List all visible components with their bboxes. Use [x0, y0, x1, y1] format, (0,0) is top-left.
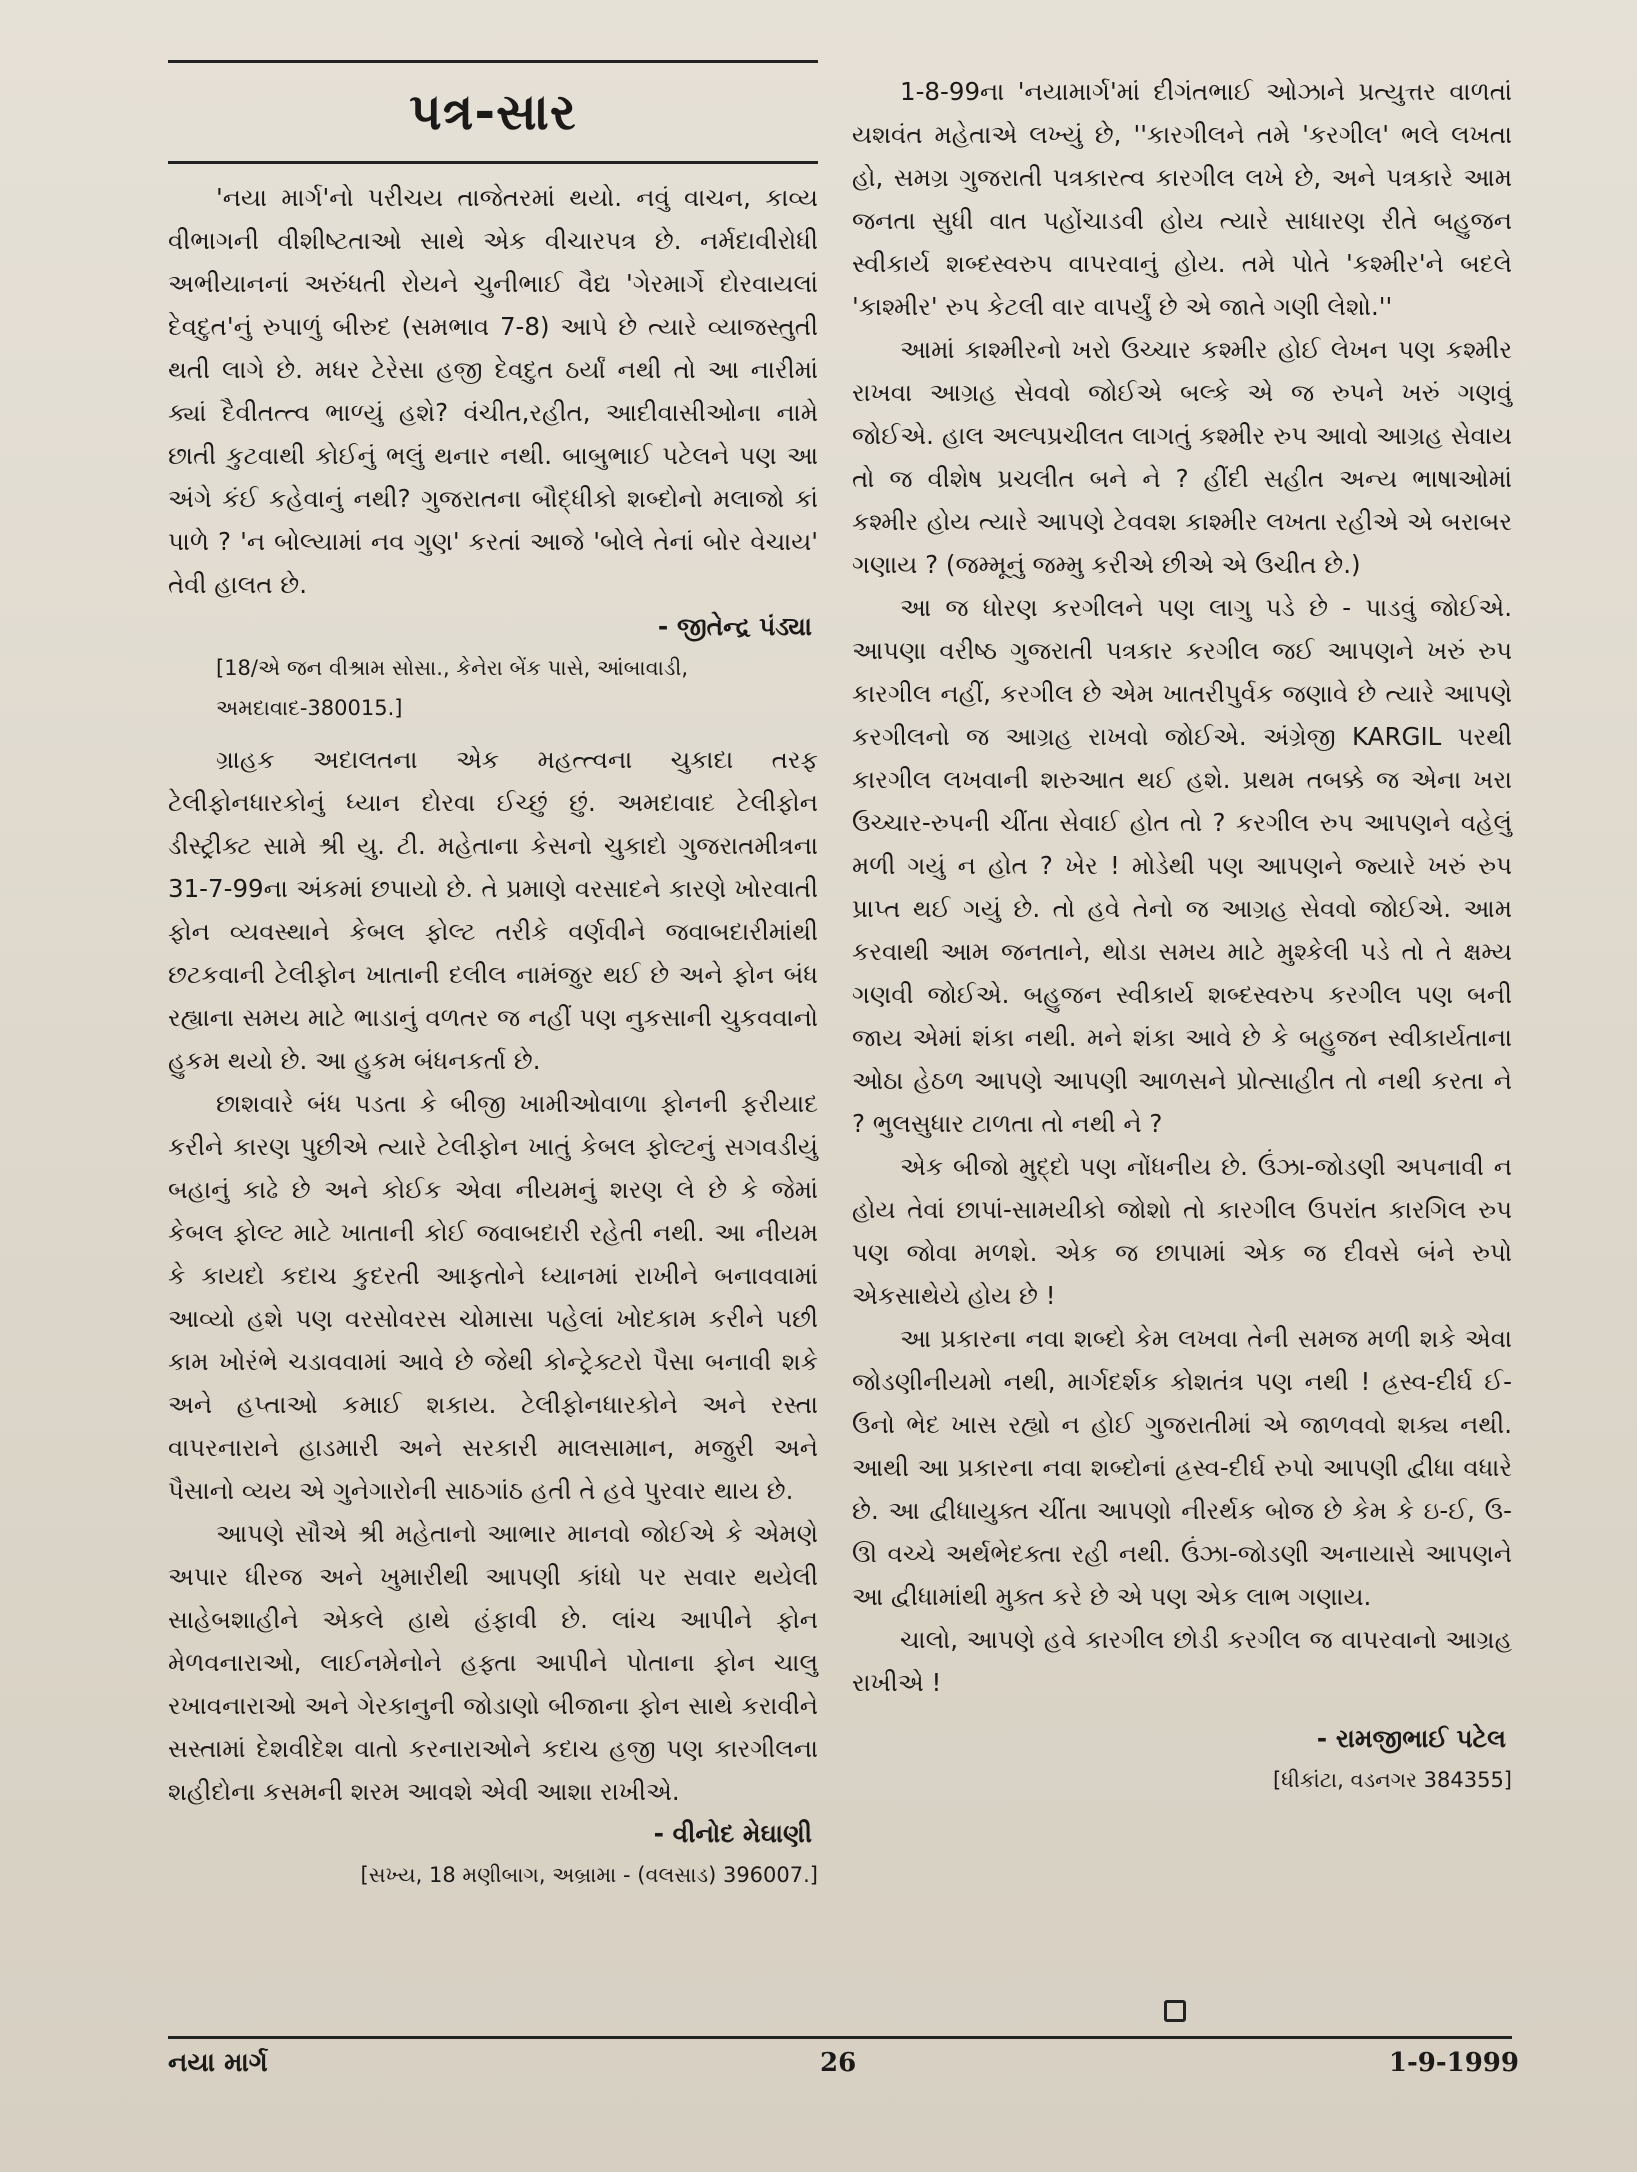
letter-2-signature: - વીનોદ મેઘાણી — [653, 1819, 812, 1848]
letter-3-address: [ધીકાંટા, વડનગર 384355] — [1273, 1768, 1512, 1792]
letter-2-paragraph-3: આપણે સૌએ શ્રી મહેતાનો આભાર માનવો જોઈએ કે એમણે અપાર ધીરજ અને ખુમારીથી આપણી કાંધો પર સવાર થયેલી સાહેબશાહીને એકલે હાથે હંફાવી છે. લાંચ આપીને ફોન મેળવનારાઓ, લાઈનમેનોને હફ્તા આપીને પોતાના ફોન ચાલુ રખાવનારાઓ અને ગેરકાનુની જોડાણો બીજાના ફોન સાથે કરાવીને સસ્તામાં દેશવીદેશ વાતો કરનારાઓને કદાચ હજી પણ કારગીલના શહીદોના કસમની શરમ આવશે એવી આશા રાખીએ. — [168, 1519, 818, 1806]
letter-2-address: [સખ્ય, 18 મણીબાગ, અબ્રામા - (વલસાડ) 396007.] — [360, 1863, 818, 1887]
page-number: 26 — [820, 2048, 857, 2078]
left-column — [168, 60, 818, 1895]
letter-3-paragraph-2: આમાં કાશ્મીરનો ખરો ઉચ્ચાર કશ્મીર હોઈ લેખન પણ કશ્મીર રાખવા આગ્રહ સેવવો જોઈએ બલ્કે એ જ રુપને ખરું ગણવું જોઈએ. હાલ અલ્પપ્રચીલત લાગતું કશ્મીર રુપ આવો આગ્રહ સેવાય તો જ વીશેષ પ્રચલીત બને ને ? હીંદી સહીત અન્ય ભાષાઓમાં કશ્મીર હોય ત્યારે આપણે ટેવવશ કાશ્મીર લખતા રહીએ એ બરાબર ગણાય ? (જમ્મૂનું જમ્મુ કરીએ છીએ એ ઉચીત છે.) — [852, 335, 1512, 579]
letter-1-signature: - જીતેન્દ્ર પંડ્યા — [657, 612, 812, 641]
letter-3-signature: - રામજીભાઈ પટેલ — [1316, 1724, 1506, 1753]
letter-3-paragraph-4: એક બીજો મુદ્દો પણ નોંધનીય છે. ઉંઝા-જોડણી અપનાવી ન હોય તેવાં છાપાં-સામયીકો જોશો તો કારગીલ ઉપરાંત કારગિલ રુપ પણ જોવા મળશે. એક જ છાપામાં એક જ દીવસે બંને રુપો એકસાથેયે હોય છે ! — [852, 1152, 1512, 1310]
issue-date: 1-9-1999 — [1388, 2048, 1519, 2078]
footer-magazine-name: નયા માર્ગ — [168, 2048, 268, 2078]
letter-3-paragraph-1: 1-8-99ના 'નયામાર્ગ'માં દીગંતભાઈ ઓઝાને પ્રત્યુત્તર વાળતાં યશવંત મહેતાએ લખ્યું છે, ''કારગીલને તમે 'કરગીલ' ભલે લખતા હો, સમગ્ર ગુજરાતી પત્રકારત્વ કારગીલ લખે છે, અને પત્રકારે આમ જનતા સુધી વાત પહોંચાડવી હોય ત્યારે સાધારણ રીતે બહુજન સ્વીકાર્ય શબ્દસ્વરુપ વાપરવાનું હોય. તમે પોતે 'કશ્મીર'ને બદલે 'કાશ્મીર' રુપ કેટલી વાર વાપર્યું છે એ જાતે ગણી લેશો.'' — [852, 77, 1512, 321]
end-mark-icon — [1164, 2000, 1186, 2022]
page-title: પત્ર-સાર — [409, 83, 577, 141]
letter-1-address: [18/એ જન વીશ્રામ સોસા., કેનેરા બેંક પાસે, આંબાવાડી, અમદાવાદ-380015.] — [216, 656, 689, 720]
letter-3-paragraph-3: આ જ ધોરણ કરગીલને પણ લાગુ પડે છે - પાડવું જોઈએ. આપણા વરીષ્ઠ ગુજરાતી પત્રકાર કરગીલ જઈ આપણને ખરું રુપ કારગીલ નહીં, કરગીલ છે એમ ખાતરીપુર્વક જણાવે છે ત્યારે આપણે કરગીલનો જ આગ્રહ રાખવો જોઈએ. અંગ્રેજી KARGIL પરથી કારગીલ લખવાની શરુઆત થઈ હશે. પ્રથમ તબક્કે જ એના ખરા ઉચ્ચાર-રુપની ચીંતા સેવાઈ હોત તો ? કરગીલ રુપ આપણને વહેલું મળી ગયું ન હોત ? ખેર ! મોડેથી પણ આપણને જ્યારે ખરું રુપ પ્રાપ્ત થઈ ગયું છે. તો હવે તેનો જ આગ્રહ સેવવો જોઈએ. આમ કરવાથી આમ જનતાને, થોડા સમય માટે મુશ્કેલી પડે તો તે ક્ષમ્ય ગણવી જોઈએ. બહુજન સ્વીકાર્ય શબ્દસ્વરુપ કરગીલ પણ બની જાય એમાં શંકા નથી. મને શંકા આવે છે કે બહુજન સ્વીકાર્યતાના ઓઠા હેઠળ આપણે આપણી આળસને પ્રોત્સાહીત તો નથી કરતા ને ? ભુલસુધાર ટાળતા તો નથી ને ? — [852, 593, 1512, 1138]
right-column — [852, 70, 1512, 1800]
letter-2-paragraph-1: ગ્રાહક અદાલતના એક મહત્ત્વના ચુકાદા તરફ ટેલીફોનધારકોનું ધ્યાન દોરવા ઈચ્છું છું. અમદાવાદ ટેલીફોન ડીસ્ટ્રીક્ટ સામે શ્રી યુ. ટી. મહેતાના કેસનો ચુકાદો ગુજરાતમીત્રના 31-7-99ના અંકમાં છપાયો છે. તે પ્રમાણે વરસાદને કારણે ખોરવાતી ફોન વ્યવસ્થાને કેબલ ફોલ્ટ તરીકે વર્ણવીને જવાબદારીમાંથી છટકવાની ટેલીફોન ખાતાની દલીલ નામંજુર થઈ છે અને ફોન બંધ રહ્યાના સમય માટે ભાડાનું વળતર જ નહીં પણ નુકસાની ચુકવવાનો હુકમ થયો છે. આ હુકમ બંધનકર્તા છે. — [168, 745, 818, 1075]
letter-2-paragraph-2: છાશવારે બંધ પડતા કે બીજી ખામીઓવાળા ફોનની ફરીયાદ કરીને કારણ પુછીએ ત્યારે ટેલીફોન ખાતું કેબલ ફોલ્ટનું સગવડીયું બહાનું કાઢે છે અને કોઈક એવા નીયમનું શરણ લે છે કે જેમાં કેબલ ફોલ્ટ માટે ખાતાની કોઈ જવાબદારી રહેતી નથી. આ નીયમ કે કાયદો કદાચ કુદરતી આફતોને ધ્યાનમાં રાખીને બનાવવામાં આવ્યો હશે પણ વરસોવરસ ચોમાસા પહેલાં ખોદકામ કરીને પછી કામ ખોરંભે ચડાવવામાં આવે છે જેથી કોન્ટ્રેક્ટરો પૈસા બનાવી શકે અને હપ્તાઓ કમાઈ શકાય. ટેલીફોનધારકોને અને રસ્તા વાપરનારાને હાડમારી અને સરકારી માલસામાન, મજુરી અને પૈસાનો વ્યય એ ગુનેગારોની સાઠગાંઠ હતી તે હવે પુરવાર થાય છે. — [168, 1089, 818, 1505]
title-bottom-rule — [168, 161, 818, 164]
letter-3-paragraph-6: ચાલો, આપણે હવે કારગીલ છોડી કરગીલ જ વાપરવાનો આગ્રહ રાખીએ ! — [852, 1625, 1512, 1697]
letter-3-paragraph-5: આ પ્રકારના નવા શબ્દો કેમ લખવા તેની સમજ મળી શકે એવા જોડણીનીયમો નથી, માર્ગદર્શક કોશતંત્ર પણ નથી ! હ્રસ્વ-દીર્ઘ ઈ-ઉનો ભેદ ખાસ રહ્યો ન હોઈ ગુજરાતીમાં એ જાળવવો શક્ય નથી. આથી આ પ્રકારના નવા શબ્દોનાં હ્રસ્વ-દીર્ઘ રુપો આપણી દ્વીધા વધારે છે. આ દ્વીધાયુક્ત ચીંતા આપણો નીરર્થક બોજ છે કેમ કે ઇ-ઈ, ઉ-ઊ વચ્ચે અર્થભેદક્તા રહી નથી. ઉંઝા-જોડણી અનાયાસે આપણને આ દ્વીધામાંથી મુક્ત કરે છે એ પણ એક લાભ ગણાય. — [852, 1324, 1512, 1611]
footer-rule — [168, 2036, 1512, 2039]
letter-1-paragraph: 'નયા માર્ગ'નો પરીચય તાજેતરમાં થયો. નવું વાચન, કાવ્ય વીભાગની વીશીષ્ટતાઓ સાથે એક વીચારપત્ર છે. નર્મદાવીરોધી અભીયાનનાં અરુંધતી રોયને ચુનીભાઈ વૈદ્ય 'ગેરમાર્ગે દોરવાયલાં દેવદુત'નું રુપાળું બીરુદ (સમભાવ 7-8) આપે છે ત્યારે વ્યાજસ્તુતી થતી લાગે છે. મધર ટેરેસા હજી દેવદુત ઠર્યાં નથી તો આ નારીમાં ક્યાં દૈવીતત્ત્વ ભાળ્યું હશે? વંચીત,રહીત, આદીવાસીઓના નામે છાતી કુટવાથી કોઈનું ભલું થનાર નથી. બાબુભાઈ પટેલને પણ આ અંગે કંઈ કહેવાનું નથી? ગુજરાતના બૌદ્ધીકો શબ્દોનો મલાજો કાં પાળે ? 'ન બોલ્યામાં નવ ગુણ' કરતાં આજે 'બોલે તેનાં બોર વેચાય' તેવી હાલત છે. — [168, 183, 818, 599]
